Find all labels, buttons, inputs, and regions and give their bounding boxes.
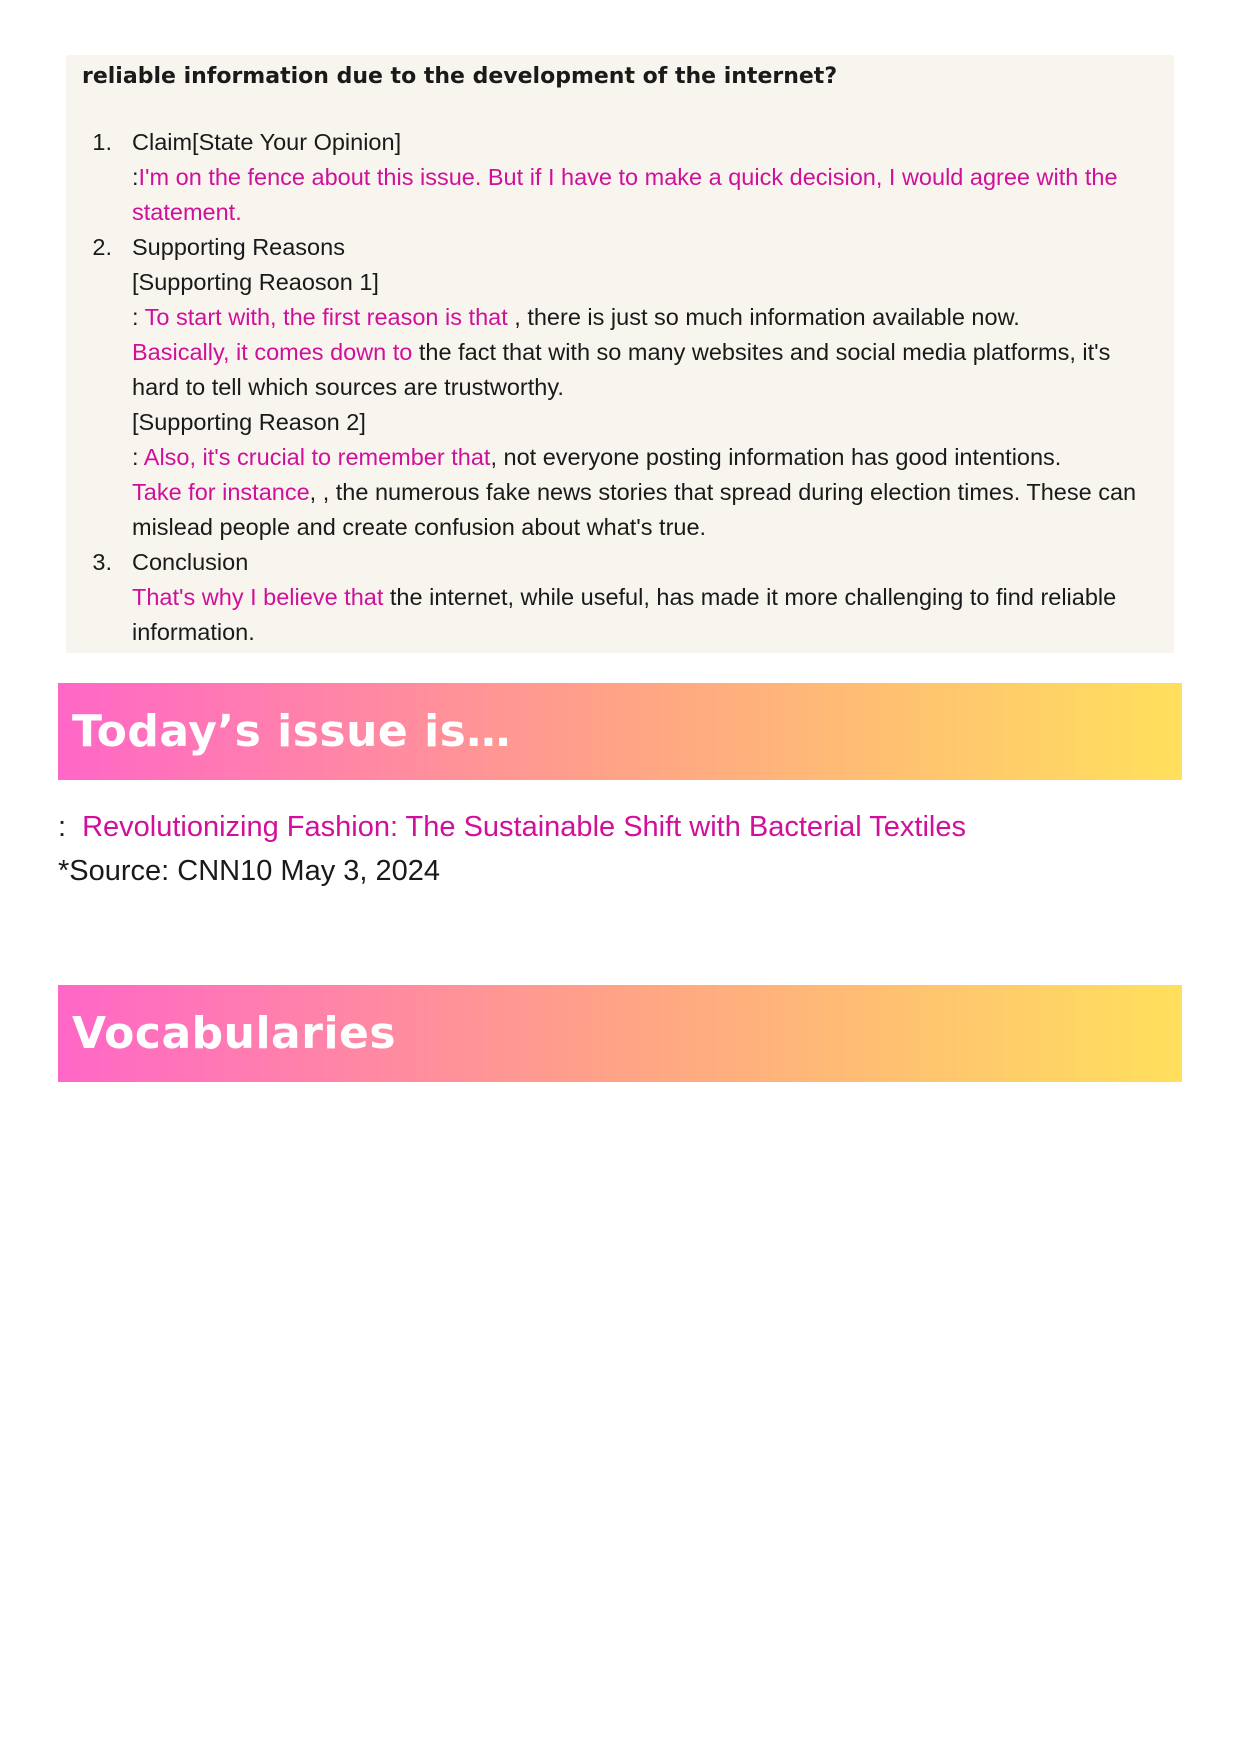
reason1-text-b: the fact that with so many websites and social media platforms, it's hard to tell which sources are trustworthy. <box>132 339 1111 400</box>
item-number: 1. <box>92 129 112 155</box>
vocabularies-banner <box>58 985 1182 1082</box>
issue-colon: : <box>58 811 67 843</box>
reason1-text <box>132 300 1154 405</box>
reason1-phrase-b: Basically, it comes down to <box>132 339 413 365</box>
list-item-supporting-reasons <box>82 230 1154 545</box>
reason1-phrase-a: To start with, the first reason is that <box>144 304 508 330</box>
reason2-label: [Supporting Reason 2] <box>132 409 366 435</box>
conclusion-heading: Conclusion <box>132 549 249 575</box>
question-box <box>66 55 1174 653</box>
issue-topic: Revolutionizing Fashion: The Sustainable Shift with Bacterial Textiles <box>82 811 966 843</box>
reason2-text-a: , not everyone posting information has good intentions. <box>490 444 1062 470</box>
reason2-text <box>132 440 1154 545</box>
claim-answer <box>132 160 1154 230</box>
claim-phrase: I'm on the fence about this issue. But if I have to make a quick decision, I would agree with the statement. <box>132 164 1118 225</box>
issue-banner <box>58 683 1182 780</box>
issue-source: *Source: CNN10 May 3, 2024 <box>58 855 441 887</box>
conclusion-text <box>132 580 1154 650</box>
claim-prefix: : <box>132 164 139 190</box>
item-number: 2. <box>92 234 112 260</box>
reason2-phrase-a: Also, it's crucial to remember that <box>143 444 491 470</box>
reason1-prefix: : <box>132 304 145 330</box>
reason1-label: [Supporting Reaoson 1] <box>132 269 379 295</box>
reason2-prefix: : <box>132 444 144 470</box>
supporting-reasons-heading: Supporting Reasons <box>132 234 345 260</box>
item-number: 3. <box>92 549 112 575</box>
conclusion-phrase: That's why I believe that <box>132 584 384 610</box>
answer-outline <box>82 125 1154 650</box>
list-item-claim <box>82 125 1154 230</box>
claim-heading: Claim[State Your Opinion] <box>132 129 402 155</box>
vocabularies-banner-title: Vocabularies <box>72 1008 397 1059</box>
question-title: reliable information due to the development of the internet? <box>82 64 838 89</box>
issue-topic-line <box>58 805 966 849</box>
list-item-conclusion <box>82 545 1154 650</box>
reason2-text-b: , , the numerous fake news stories that spread during election times. These can mislead people and create confusion about what's true. <box>132 479 1137 540</box>
reason2-phrase-b: Take for instance <box>132 479 310 505</box>
reason1-text-a: , there is just so much information available now. <box>507 304 1020 330</box>
issue-banner-title: Today’s issue is… <box>72 706 511 757</box>
conclusion-body: the internet, while useful, has made it more challenging to find reliable information. <box>132 584 1117 645</box>
issue-details <box>58 805 966 893</box>
